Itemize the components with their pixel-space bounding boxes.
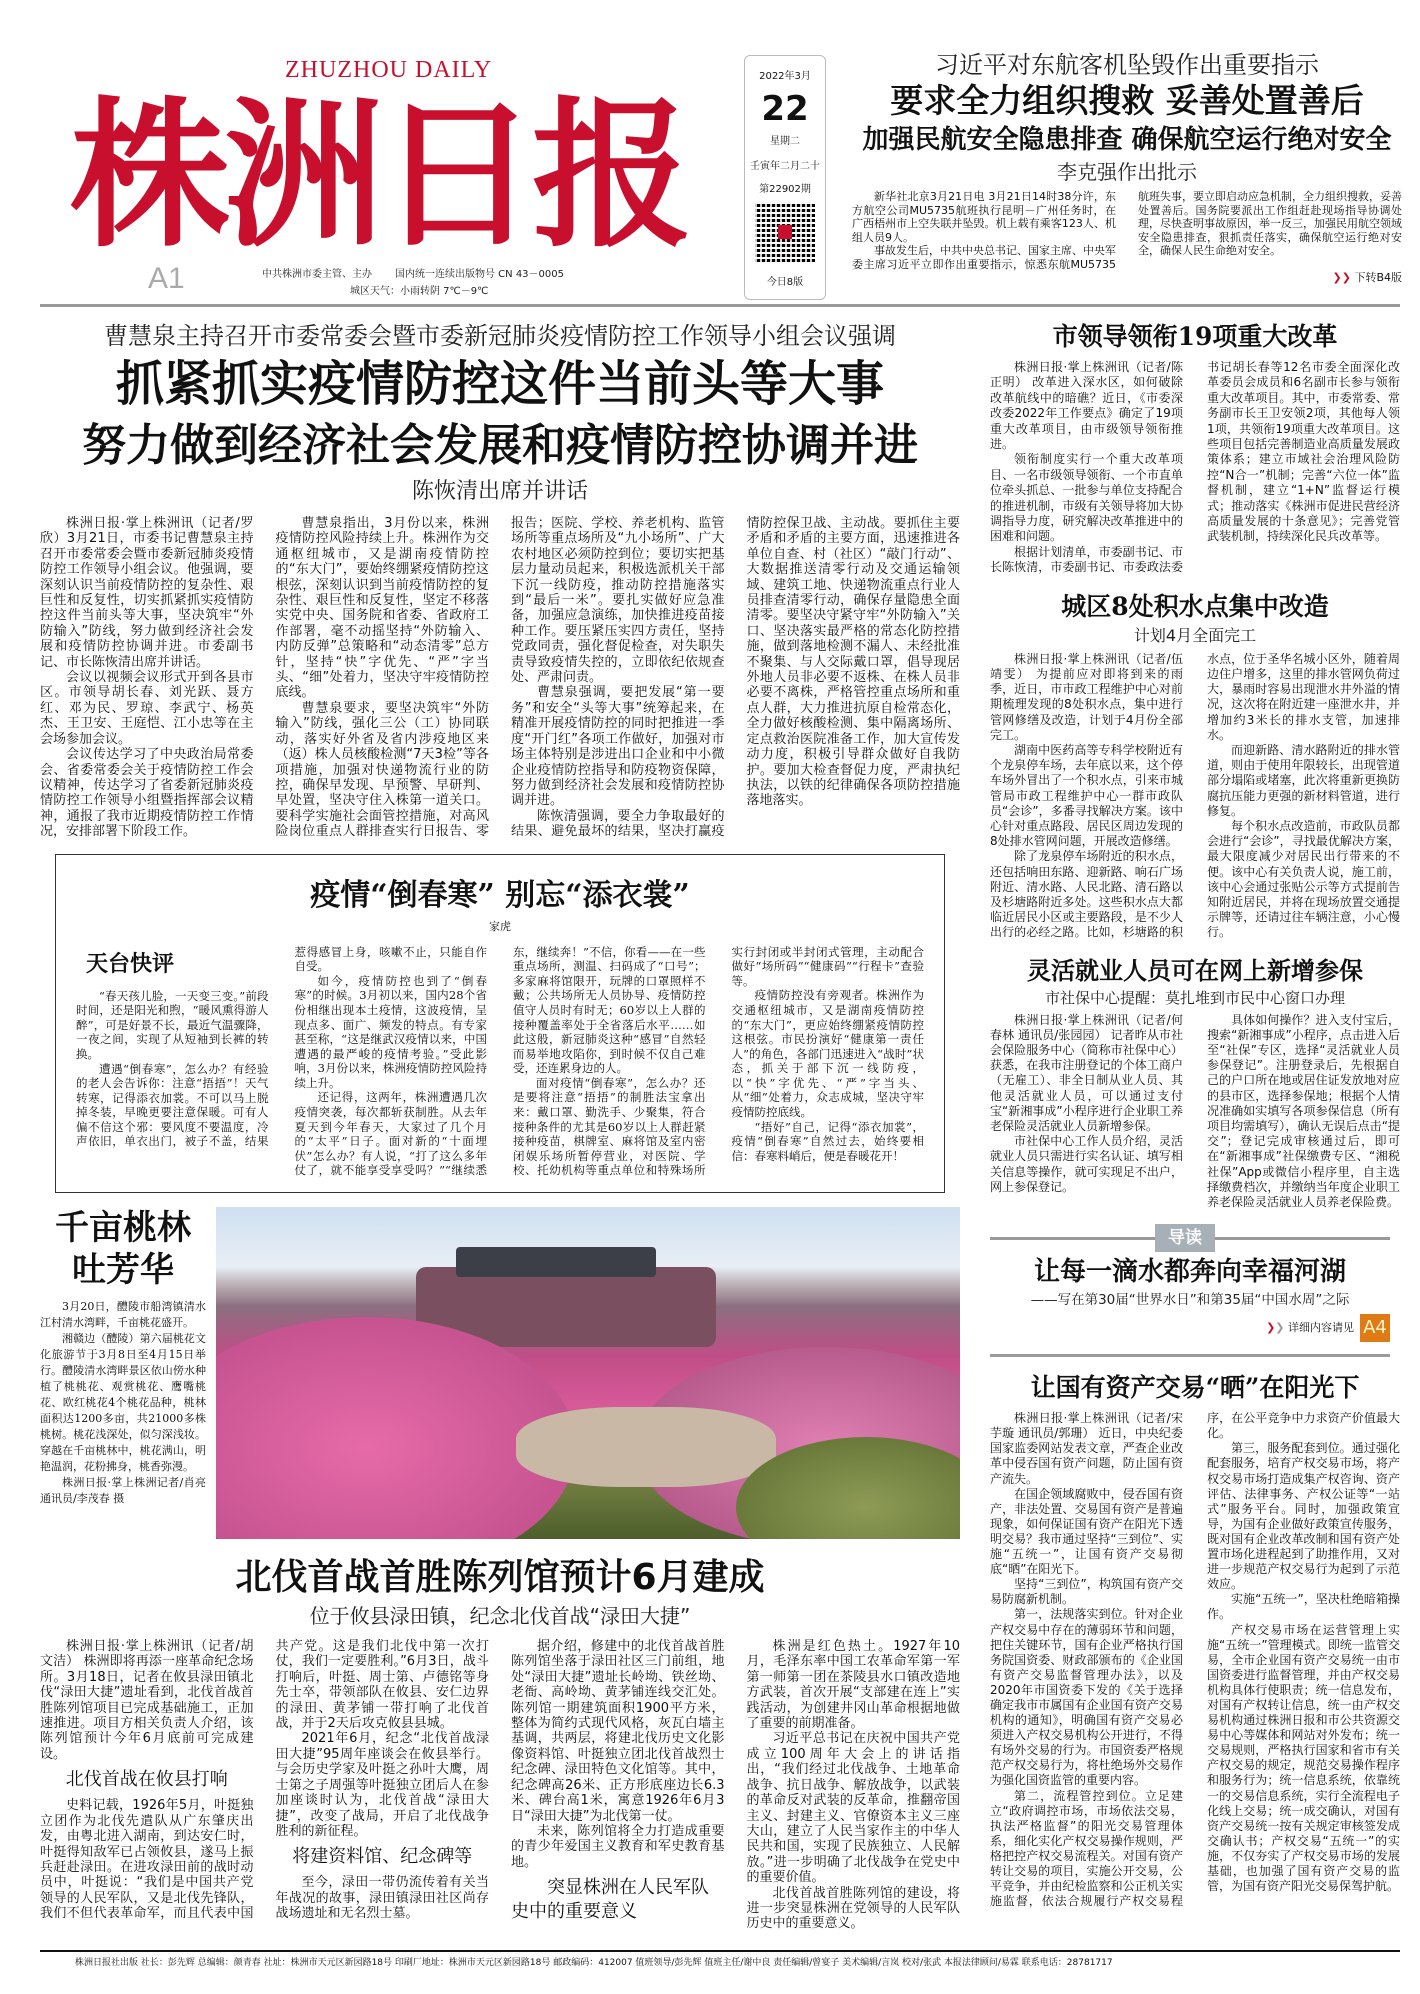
paragraph: 还记得，这两年，株洲遭遇几次疫情突袭，每次都斩获制胜。从去年夏天到今年春天，大家过了几个月的“太平”日子。面对新的“十面埋伏”怎么办？有人说，“打了这么多年仗了，就不能享受享受吗？”“继续悉东，继续奔！”不信，你看——在一些重点场所，测温、扫码成了“口号”；多家麻将馆限开，玩牌的口罩照样不戴；公共场所无人员协导、疫情防控值守人员时有时无；60岁以上人群的接种覆盖率处于全省落后水平……如此这般，新冠肺炎这种“感冒”自然轻而易举地攻陷你，到时候不仅自己难受，还连累身边的人。 (294, 944, 706, 1178)
insure-subtitle: 市社保中心提醒：莫扎堆到市民中心窗口办理 (1044, 988, 1345, 1007)
section-heading: 突显株洲在人民军队史中的重要意义 (511, 1877, 709, 1923)
paragraph: 湘赣边（醴陵）第六届桃花文化旅游节于3月8日至4月15日举行。醴陵清水湾畔景区依山傍水种植了桃桃花、观赏桃花、鹰嘴桃花、欧红桃花4个桃花品种，桃林面积达1200多亩，共21000多株桃树。桃花浅深处，似匀深浅妆。穿越在千亩桃林中，桃花满山，明艳温润，花粉拂身，桃香弥漫。 (40, 1332, 206, 1474)
paragraph: 而迎新路、清水路附近的排水管道，则由于使用年限较长，出现管道部分塌陷或堵塞，此次将重新更换防腐抗压能力更强的新材料管道，进行修复。 (1207, 742, 1400, 818)
water-body (990, 652, 1400, 941)
lead-title-2: 加强民航安全隐患排查 确保航空运行绝对安全 (862, 125, 1392, 155)
guide-badge: 导读 (1155, 1224, 1215, 1252)
column-logo-text: 天台快评 (86, 950, 175, 977)
photo-title (40, 1207, 206, 1291)
peach-blossom-photo (216, 1207, 960, 1539)
date-day: 22 (761, 89, 809, 129)
paragraph: 会议以视频会议形式开到各县市区。市领导胡长春、刘光跃、聂方红、邓为民、罗琼、李武宁、杨英杰、王卫安、王庭恺、江小忠等在主会场参加会议。 (40, 670, 254, 747)
paragraph: 事故发生后，中共中央总书记、国家主席、中央军委主席习近平立即作出重要指示，惊悉东航MU5735航班失事，要立即启动应急机制，全力组织搜救，妥善处置善后。国务院要派出工作组赶赴现场指导协调处理，尽快查明事故原因，举一反三，加强民用航空领域安全隐患排查，狠抓责任落实，确保航空运行绝对安全，确保人民生命绝对安全。 (852, 190, 1402, 271)
photo-caption (40, 1299, 206, 1507)
paragraph: 株洲日报·掌上株洲讯（记者/罗欣）3月21日，市委书记曹慧泉主持召开市委常委会暨市委新冠肺炎疫情防控工作领导小组会议。他强调，要深刻认识当前疫情防控的复杂性、艰巨性和反复性，切实抓紧抓实疫情防控这件当前头等大事，坚决筑牢“外防输入”防线，努力做到经济社会发展和疫情防控协调并进。市委副书记、市长陈恢清出席并讲话。 (40, 516, 254, 670)
see-more-text (1266, 1320, 1354, 1336)
paragraph: 具体如何操作？进入支付宝后，搜索“新湘事成”小程序，点击进入后至“社保”专区，选择“灵活就业人员参保登记”。注册登录后，先根据自己的户口所在地或居住证发放地对应的县市区，选择参保地；根据个人情况准确如实填写各项参保信息（所有项目均需填写），确认无误后点击“提交”；登记完成审核通过后，即可在“新湘事成”社保缴费专区、“湘税社保”App或微信小程序里，自主选择缴费档次，并缴纳当年度企业职工养老保险灵活就业人员养老保险费。 (1207, 1012, 1400, 1209)
main-kicker: 曹慧泉主持召开市委常委会暨市委新冠肺炎疫情防控工作领导小组会议强调 (104, 322, 896, 350)
paragraph: 株洲日报·掌上株洲讯（记者/宋芋璇 通讯员/郭珊） 近日，中央纪委国家监委网站发表文章，严查企业改革中侵吞国有资产问题，防止国有资产流失。 (990, 1411, 1183, 1486)
masthead-logo: 株洲日报 (70, 81, 687, 269)
guide-box (990, 1224, 1390, 1357)
reform-title: 市领导领衔19项重大改革 (1052, 322, 1338, 351)
assets-title: 让国有资产交易“晒”在阳光下 (1030, 1373, 1360, 1403)
paragraph: 新华社北京3月21日电 3月21日14时38分许，东方航空公司MU5735航班执行昆明－广州任务时，在广西梧州市上空失联并坠毁。机上载有乘客123人、机组人员9人。 (852, 190, 1116, 244)
masthead-divider (40, 304, 1400, 307)
paragraph: 如今，疫情防控也到了“倒春寒”的时候。3月初以来，国内28个省份相继出现本土疫情，这波疫情，呈现点多、面广、频发的特点。有专家甚至称，“这是继武汉疫情以来，中国遭遇的最严峻的疫情考验。”受此影响，3月份以来，株洲疫情防控风险持续上升。 (294, 973, 487, 1090)
paragraph: 疫情防控没有旁观者。株洲作为交通枢纽城市，又是湖南疫情防控的“东大门”，更应始终绷紧疫情防控这根弦。市民扮演好“健康第一责任人”的角色，各部门迅速进入“战时”状态，抓关于部下沉一线防疫，以“快”字优先、“严”字当头、从“细”处着力，众志成城，坚决守牢疫情防控底线。 (731, 988, 924, 1120)
photo-feature (40, 1207, 960, 1539)
paragraph: 第二，流程管控到位。立足建立“政府调控市场，市场依法交易，执法严格监督”的阳光交易管理体系，细化实化产权交易操作规则，严格把控产权交易流程关。对国有资产转让交易的项目，实施公开交易，公平竞争，并由纪检监察和公正机关实施监督，依法合规履行产权交易程序，在公平竞争中力求资产价值最大化。 (990, 1411, 1400, 1909)
lead-subtitle: 李克强作出批示 (1057, 160, 1197, 184)
paragraph: 面对疫情“倒春寒”，怎么办？还是要将注意“捂捂”的制胜法宝拿出来：戴口罩、勤洗手、少聚集，符合接种条件的尤其是60岁以上人群赶紧接种疫苗，棋牌室、麻将馆及室内密闭娱乐场所暂停营业，对医院、学校、托幼机构等重点单位和特殊场所实行封闭或半封闭式管理，主动配合做好“场所码”“健康码”“行程卡”查验等。 (513, 944, 924, 1178)
photo-text (40, 1207, 206, 1539)
issn-info: 国内统一连续出版物号 CN 43－0005 (395, 269, 564, 280)
photo-title-line: 吐芳华 (72, 1250, 174, 1291)
page-badge-a4[interactable]: A4 (1360, 1314, 1390, 1342)
paragraph: 实施“五统一”，坚决杜绝暗箱操作。 (1207, 1592, 1400, 1622)
beifa-subtitle: 位于攸县渌田镇，纪念北伐首战“渌田大捷” (309, 1604, 691, 1629)
paragraph: 据介绍，修建中的北伐首战首胜陈列馆坐落于渌田社区三门前组，地处“渌田大捷”遗址长岭坳、铁丝坳、老衙、高岭坳、黄茅铺连线交汇处。陈列馆一期建筑面积1900平方米，整体为简约式现代风格，灰瓦白墙主基调，共两层，将建北伐历史文化影像资料馆、叶挺独立团北伐首战烈士纪念碑、渌田特色文化馆等。其中，纪念碑高26米、正方形底座边长6.3米、碑台高1米，寓意1926年6月3日“渌田大捷”为北伐第一仗。 (511, 1639, 725, 1824)
paragraph: 在国企领域腐败中，侵吞国有资产，非法处置、交易国有资产是普遍现象，如何保证国有资产在阳光下透明交易？我市通过坚持“三到位”、实施“五统一”，让国有资产交易彻底“晒”在阳光下。 (990, 1486, 1183, 1577)
paragraph: “春天孩儿脸，一天变三变。”前段时间，还是阳光和煦，“暖风熏得游人醉”，可是好景不长，最近气温骤降，一夜之间，实现了从短袖到长裤的转换。 (76, 988, 269, 1061)
double-arrow-icon: ❯ (1275, 1321, 1288, 1335)
guide-see-more[interactable] (990, 1314, 1390, 1342)
double-arrow-icon: ❯❯ (1332, 271, 1355, 284)
main-title-1: 抓紧抓实疫情防控这件当前头等大事 (115, 356, 884, 412)
issue-number: 第22902期 (759, 184, 811, 195)
main-body (40, 516, 960, 840)
column-logo (86, 949, 269, 979)
paragraph: 根据计划清单，市委副书记、市长陈恢清，市委副书记、市委政法委书记胡长春等12名市委全面深化改革委员会成员和6名副市长参与领衔重大改革项目。其中，市委常委、常务副市长王卫安领2项，其他每人领1项，共领衔19项重大改革项目。这些项目包括完善制造业高质量发展政策体系；建立市域社会治理风险防控“N合一”机制；完善“六位一体”监督机制，建立“1+N”监督运行模式；推动落实《株洲市促进民营经济高质量发展的十条意见》；完善党管武装机制，持续深化民兵改革等。 (990, 360, 1400, 575)
paragraph: 曹慧泉强调，要把发展“第一要务”和安全“头等大事”统筹起来，在精准开展疫情防控的同时把推进一季度“开门红”各项工作做好，加强对市场主体特别是涉进出口企业和中小微企业疫情防控指导和防疫物资保障，努力做到经济社会发展和疫情防控协调并进。 (511, 685, 725, 809)
see-label: 详细内容请见 (1288, 1321, 1354, 1335)
paragraph: 至今，渌田一带仍流传着有关当年战况的故事，渌田镇渌田社区尚存战场遗址和无名烈士墓。 (275, 1875, 489, 1922)
page-count: 今日8版 (766, 277, 804, 288)
paragraph: 第一，法规落实到位。针对企业产权交易中存在的薄弱环节和问题，把住关键环节，国有企业严格执行国务院国资委、财政部颁布的《企业国有资产交易监督管理办法》，以及2020年市国资委下发的《关于选择确定我市市属国有企业国有资产交易机构的通知》，明确国有资产交易必须进入产权交易机构公开进行，不得有场外交易的行为。市国资委严格规范产权交易行为，将杜绝场外交易作为强化国资监管的重要内容。 (990, 1607, 1183, 1788)
right-column (990, 320, 1400, 1932)
beifa-body (40, 1639, 960, 1932)
reform-body (990, 360, 1400, 576)
commentary-box (55, 854, 945, 1194)
main-title-2: 努力做到经济社会发展和疫情防控协调并进 (82, 420, 918, 471)
insure-title: 灵活就业人员可在网上新增参保 (1027, 955, 1363, 985)
paragraph: 2021年6月，纪念“北伐首战渌田大捷”95周年座谈会在攸县举行。与会历史学家及叶挺之孙叶大鹰，周士第之子周强等叶挺独立团后人在参加座谈时认为，北伐首战“渌田大捷”，改变了战局，开启了北伐战争胜利的新征程。 (275, 1731, 489, 1839)
paragraph: 坚持“三到位”，构筑国有资产交易防腐新机制。 (990, 1577, 1183, 1607)
jump-link[interactable] (852, 271, 1402, 284)
paragraph: 株洲日报·掌上株洲讯（记者/何春林 通讯员/张园园） 记者昨从市社会保险服务中心（简称市社保中心）获悉，在我市注册登记的个体工商户（无雇工）、非全日制从业人员、其他灵活就业人员，可以通过支付宝“新湘事成”小程序进行企业职工养老保险灵活就业人员新增参保。 (990, 1012, 1183, 1133)
date-year-month: 2022年3月 (759, 71, 811, 82)
lunar-date: 壬寅年二月二十 (750, 161, 820, 172)
commentary-author: 家虎 (489, 919, 511, 933)
main-subtitle: 陈恢清出席并讲话 (411, 479, 588, 504)
paragraph: 习近平总书记在庆祝中国共产党成立100周年大会上的讲话指出，“我们经过北伐战争、土地革命战争、抗日战争、解放战争，以武装的革命反对武装的反革命，推翻帝国主义、封建主义、官僚资本主义三座大山，建立了人民当家作主的中华人民共和国，实现了民族独立、人民解放。”进一步明确了北伐战争在党史中的重要价值。 (746, 1731, 960, 1886)
paragraph: 市社保中心工作人员介绍，灵活就业人员只需进行实名认证、填写相关信息等操作，就可实现足不出户，网上参保登记。 (990, 1134, 1183, 1194)
lead-title-1: 要求全力组织搜救 妥善处置善后 (890, 81, 1364, 120)
guide-title: 让每一滴水都奔向幸福河湖 (1033, 1257, 1346, 1288)
section-heading: 将建资料馆、纪念碑等 (292, 1846, 473, 1868)
lead-story (852, 50, 1402, 284)
paragraph: 领衔制度实行一个重大改革项目、一名市级领导领衔、一个市直单位牵头抓总、一批参与单位支持配合的推进机制，市级有关领导将加大协调指导力度，研究解决改革推进中的困难和问题。 (990, 452, 1183, 544)
paragraph: 曹慧泉指出，3月份以来，株洲疫情防控风险持续上升。株洲作为交通枢纽城市，又是湖南疫情防控的“东大门”，要始终绷紧疫情防控这根弦，深刻认识到当前疫情防控的复杂性、艰巨性和反复性，坚定不移落实党中央、国务院和省委、省政府工作部署，毫不动摇坚持“外防输入、内防反弹”总策略和“动态清零”总方针，坚持“快”字优先、“严”字当头、“细”处着力，坚决守牢疫情防控底线。 (275, 516, 489, 701)
sponsor-info: 中共株洲市委主管、主办 (262, 269, 372, 280)
page-number: A1 (148, 262, 185, 295)
commentary-title: 疫情“倒春寒” 别忘“添衣裳” (310, 877, 690, 913)
weather-info: 城区天气：小雨转阴 7℃－9℃ (350, 286, 489, 297)
qr-code[interactable] (755, 202, 815, 262)
paragraph: 会议传达学习了中央政治局常委会、省委常委会关于疫情防控工作会议精神，传达学习了省委新冠肺炎疫情防控工作领导小组暨指挥部会议精神，通报了我市近期疫情防控工作情况，安排部署下阶段工作。 (40, 747, 254, 840)
paragraph: 第三，服务配套到位。通过强化配套服务，培育产权交易市场，将产权交易市场打造成集产权咨询、资产评估、法律事务、产权公证等“一站式”服务平台。同时，加强政策宣导，为国有企业做好政策宣传服务，既对国有企业改革改制和国有资产处置市场化进程起到了助推作用，又对进一步规范产权交易行为起到了示范效应。 (1207, 1441, 1400, 1592)
paragraph: 株洲日报·掌上株洲讯（记者/胡文洁） 株洲即将再添一座革命纪念场所。3月18日，记者在攸县渌田镇北伐“渌田大捷”遗址看到，北伐首战首胜陈列馆项目已完成基础施工，正加速推进。项目方相关负责人介绍，该陈列馆预计今年6月底前可完成建设。 (40, 1639, 254, 1762)
commentary-body (76, 945, 924, 1179)
assets-body (990, 1411, 1400, 1909)
paragraph: 除了龙泉停车场附近的积水点，还包括响田东路、迎新路、响石广场附近、清水路、人民北路、清石路以及杉塘路附近多处。这些积水点大都临近居民小区或主要路段，是不少人出行的必经之路。比如，杉塘路的积水点，位于圣华名城小区外，随着周边住户增多，这里的排水管网负荷过大，暴雨时容易出现泄水井外溢的情况，这次将在附近建一座泄水井，并增加约3米长的排水支管，加速排水。 (990, 651, 1400, 940)
lead-body (852, 190, 1402, 271)
paragraph: “捂好”自己，记得“添衣加裳”，疫情“倒春寒”自然过去，始终要相信：春寒料峭后，便是春暖花开！ (731, 1119, 924, 1163)
page-content (0, 304, 1420, 1932)
beifa-title: 北伐首战首胜陈列馆预计6月建成 (235, 1557, 765, 1599)
paragraph: 株洲日报·掌上株洲讯（记者/伍靖雯） 为提前应对即将到来的雨季，近日，市市政工程维护中心对前期梳理发现的8处积水点，集中进行管网修缮及改造，计划于4月份全部完工。 (990, 651, 1183, 742)
paragraph: 株洲日报·掌上株洲讯（记者/陈正明） 改革进入深水区，如何破除改革航线中的暗礁？近日，《市委深改委2022年工作要点》确定了19项重大改革项目，由市级领导领衔推进。 (990, 360, 1183, 452)
insure-body (990, 1013, 1400, 1211)
paragraph: 曹慧泉要求，要坚决筑牢“外防输入”防线，强化三公（工）协同联动，落实好外省及省内涉疫地区来（返）株人员核酸检测“7天3检”等各项措施，加强对快递物流行业的防控，确保早发现、早预警、早研判、早处置，坚决守住入株第一道关口。要科学实施社会面管控措施，对高风险岗位重点人群排查实行日报告、零报告；医院、学校、养老机构、监管场所等重点场所及“九小场所”、广大农村地区必须防控到位；要切实把基层力量动员起来，积极选派机关干部下沉一线防疫，推动防控措施落实到“最后一米”。要扎实做好应急准备，加强应急演练，加快推进疫苗接种工作。要压紧压实四方责任，坚持党政同责，强化督促检查，对失职失责导致疫情失控的，立即依纪依规查处、严肃问责。 (275, 516, 725, 840)
photo-title-line: 千亩桃林 (55, 1208, 191, 1249)
date-box (744, 55, 826, 300)
masthead-english-name: ZHUZHOU DAILY (285, 57, 493, 83)
paragraph: 3月20日，醴陵市船湾镇清水江村清水湾畔，千亩桃花盛开。 (40, 1300, 206, 1330)
lead-kicker: 习近平对东航客机坠毁作出重要指示 (935, 51, 1319, 79)
paragraph: 北伐首战首胜陈列馆的建设，将进一步突显株洲在党领导的人民军队历史中的重要意义。 (746, 1885, 960, 1932)
water-subtitle: 计划4月全面完工 (1133, 625, 1257, 645)
footer-imprint: 株洲日报社出版 社长：彭先辉 总编辑：颜青春 社址：株洲市天元区新园路18号 印刷厂地址：株洲市天元区新园路18号 邮政编码：412007 值班领导/彭先辉 值班主任/谢中良 责任编辑/曾宴子 美术编辑/言岚 校对/张武 本报法律顾问/易霖 联系电话：28781717 (40, 1950, 1400, 1969)
paragraph: 遭遇“倒春寒”，怎么办？有经验的老人会告诉你：注意“捂捂”！天气转寒，记得添衣加裳。不可以马上脱掉冬装，早晚更要注意保暖。可有人偏不信这个邪：要风度不要温度，冷声依旧，单衣出门，被子不盖，结果惹得感冒上身，咳嗽不止，只能自作自受。 (76, 944, 487, 1149)
paragraph: 陈恢清强调，要全力争取最好的结果、避免最坏的结果，坚决打赢疫情防控保卫战、主动战。要抓住主要矛盾和矛盾的主要方面，迅速推进各单位自查、村（社区）“敲门行动”、大数据推送清零行动及交通运输领域、建筑工地、快递物流重点行业人员排查清零行动，确保存量隐患全面清零。要坚决守紧守牢“外防输入”关口、坚决落实最严格的常态化防控措施，做到落地检测不漏人、未经批准不聚集、与人交际戴口罩，倡导现居外地人员非必要不返株、在株人员非必要不离株，严格管控重点场所和重点人群，大力推进抗原自检常态化，全力做好核酸检测、集中隔离场所、定点救治医院准备工作，加大宣传发动力度，积极引导群众做好自我防护。要加大检查督促力度，严肃执纪执法，以铁的纪律确保各项防控措施落地落实。 (511, 516, 960, 840)
double-arrow-icon: ❯ (1266, 1321, 1276, 1335)
date-weekday: 星期二 (770, 136, 800, 147)
left-column (40, 320, 960, 1932)
paragraph: 未来，陈列馆将全力打造成重要的青少年爱国主义教育和军史教育基地。 (511, 1823, 725, 1870)
guide-subtitle[interactable]: ——写在第30届“世界水日”和第35届“中国水周”之际 (1030, 1292, 1350, 1309)
water-title: 城区8处积水点集中改造 (1061, 591, 1329, 621)
paragraph: 产权交易市场在运营管理上实施“五统一”管理模式。即统一监管交易，全市企业国有资产交易统一由市国资委进行监督管理，并由产权交易机构具体行使职责；统一信息发布，对国有产权转让信息，统一由产权交易机构通过株洲日报和市公共资源交易中心等媒体和网站对外发布；统一交易规则，严格执行国家和省市有关产权交易的规定，规范交易操作程序和服务行为；统一信息系统，依靠统一的交易信息系统，实行全流程电子化线上交易；统一成交确认，对国有资产交易统一按有关规定审核签发成交确认书；产权交易“五统一”的实施，不仅夯实了产权交易市场的发展基础，也加强了国有资产交易的监管，为国有资产阳光交易保驾护航。 (1207, 1622, 1400, 1894)
paragraph: 每个积水点改造前，市政队员都会进行“会诊”，寻找最优解决方案，最大限度减少对居民出行带来的不便。该中心有关负责人说，施工前，该中心会通过张贴公示等方式提前告知附近居民，并将在现场放置交通提示牌等，还请过往车辆注意，小心慢行。 (1207, 818, 1400, 940)
paragraph: 株洲是红色热土。1927年10月，毛泽东率中国工农革命军第一军第一师第一团在茶陵县水口镇改造地方武装，首次开展“支部建在连上”实践活动，为创建井冈山革命根据地做了重要的前期准备。 (746, 1639, 960, 1732)
masthead (0, 0, 1420, 300)
photo-credit: 株洲日报·掌上株洲记者/肖亮 通讯员/李茂春 摄 (40, 1476, 206, 1506)
paragraph: 湖南中医药高等专科学校附近有个龙泉停车场，去年底以来，这个停车场外冒出了一个积水点，引来市城管局市政工程维护中心一群市政队员“会诊”，多番寻找解决方案。该中心针对重点路段、居民区周边发现的8处排水管网问题，开展改造修缮。 (990, 742, 1183, 849)
paragraph: 史料记载，1926年5月，叶挺独立团作为北伐先遣队从广东肇庆出发，由粤北进入湖南，到达安仁时，叶挺得知敌军已占领攸县，遂马上振兵赶赴渌田。在进攻渌田前的战时动员中，叶挺说：“我们是中国共产党领导的人民军队，又是北伐先锋队，我们不但代表革命军，而且代表中国共产党。这是我们北伐中第一次打仗，我们一定要胜利。”6月3日，战斗打响后，叶挺、周士第、卢德铭等身先士卒，带领部队在攸县、安仁边界的渌田、黄茅铺一带打响了北伐首战，并于2天后攻克攸县县城。 (40, 1639, 489, 1922)
jump-label: 下转B4版 (1354, 271, 1402, 284)
section-heading: 北伐首战在攸县打响 (65, 1769, 228, 1791)
